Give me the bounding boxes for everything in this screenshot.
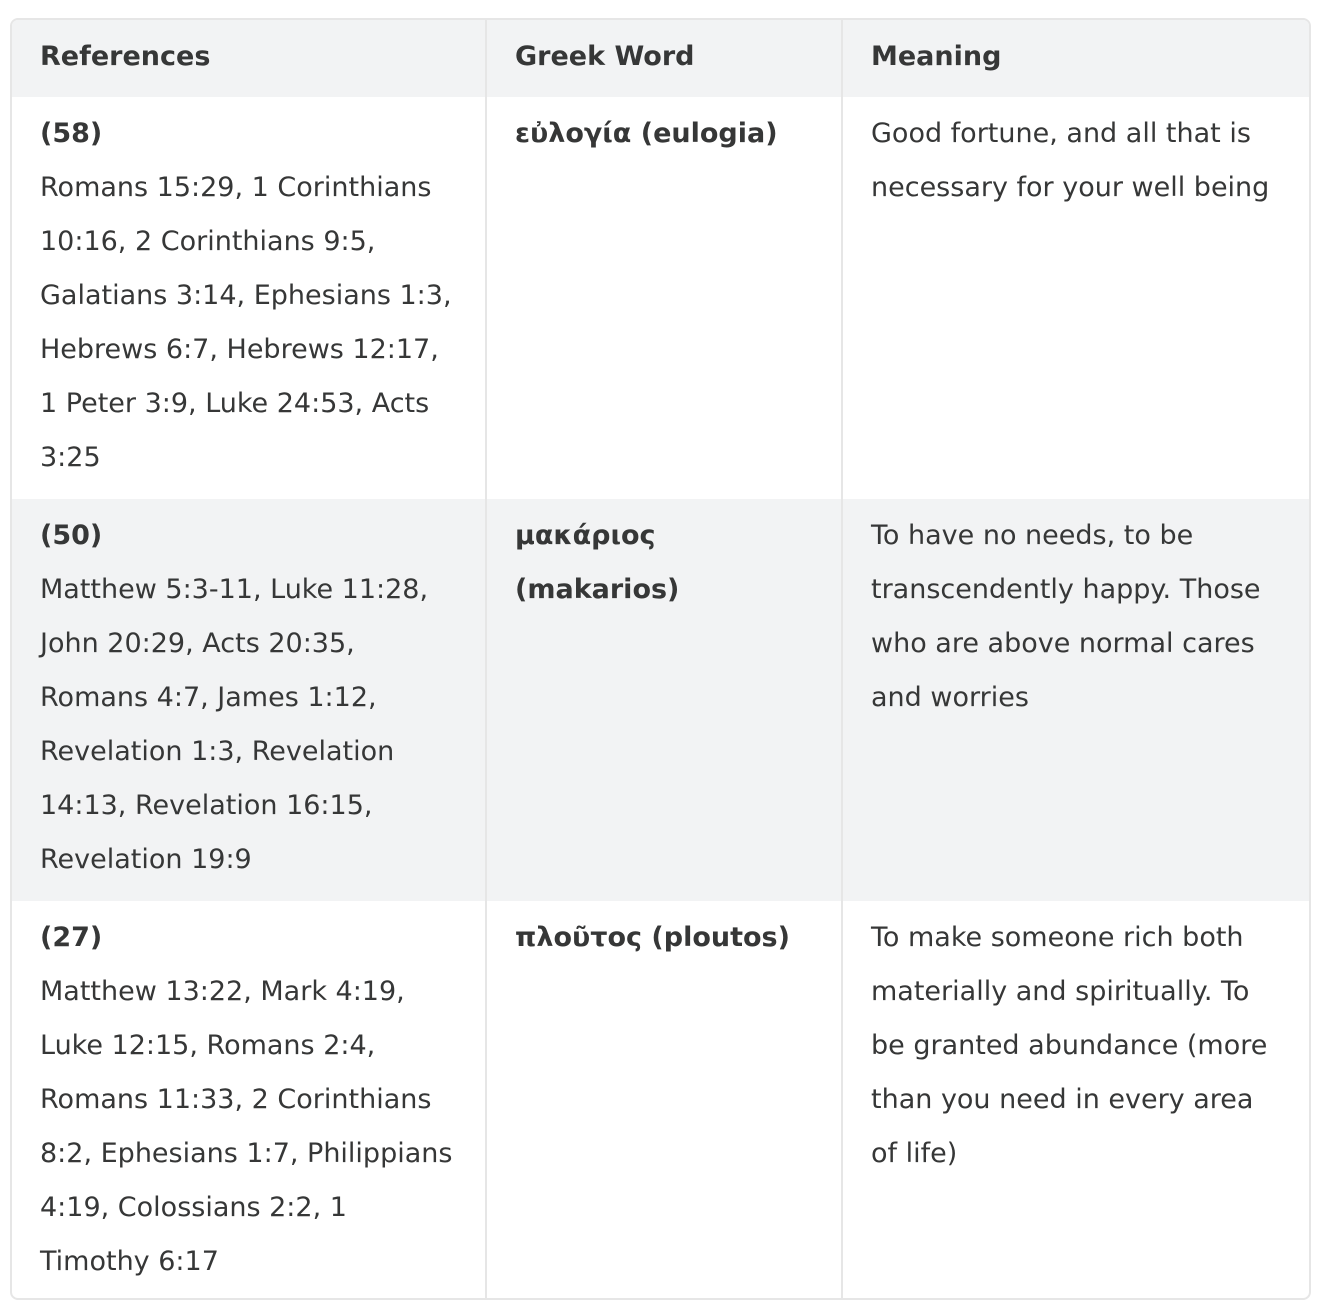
header-references: References: [12, 20, 486, 97]
reference-list: Matthew 5:3-11, Luke 11:28, John 20:29, Acts 20:35, Romans 4:7, James 1:12, Revelation 1:3, Revelation 14:13, Revelation 16:15, Revelation 19:9: [40, 574, 429, 875]
meaning-cell: [842, 97, 1311, 499]
table-header: [12, 20, 1311, 97]
meaning-text: Good fortune, and all that is necessary for your well being: [871, 118, 1270, 203]
header-greek-word: Greek Word: [486, 20, 842, 97]
references-cell: [12, 901, 486, 1300]
reference-list: Romans 15:29, 1 Corinthians 10:16, 2 Corinthians 9:5, Galatians 3:14, Ephesians 1:3, Hebrews 6:7, Hebrews 12:17, 1 Peter 3:9, Luke 24:53, Acts 3:25: [40, 172, 452, 473]
meaning-text: To have no needs, to be transcendently happy. Those who are above normal cares and worries: [871, 520, 1261, 713]
reference-count: (58): [40, 118, 103, 149]
greek-word-cell: [486, 901, 842, 1300]
references-cell: [12, 499, 486, 901]
table: [12, 20, 1311, 1300]
table-row: [12, 97, 1311, 499]
greek-words-table: [10, 18, 1311, 1300]
greek-word: μακάριος (makarios): [515, 520, 680, 605]
references-cell: [12, 97, 486, 499]
reference-list: Matthew 13:22, Mark 4:19, Luke 12:15, Romans 2:4, Romans 11:33, 2 Corinthians 8:2, Ephesians 1:7, Philippians 4:19, Colossians 2:2, 1 Timothy 6:17: [40, 976, 453, 1277]
meaning-text: To make someone rich both materially and spiritually. To be granted abundance (more than you need in every area of life): [871, 922, 1268, 1169]
greek-word-cell: [486, 97, 842, 499]
reference-count: (50): [40, 520, 103, 551]
table-body: [12, 97, 1311, 1300]
meaning-cell: [842, 901, 1311, 1300]
header-row: [12, 20, 1311, 97]
greek-word: πλοῦτος (ploutos): [515, 922, 790, 953]
meaning-cell: [842, 499, 1311, 901]
reference-count: (27): [40, 922, 103, 953]
header-meaning: Meaning: [871, 41, 1002, 72]
greek-word-cell: [486, 499, 842, 901]
table-row: [12, 901, 1311, 1300]
greek-word: εὐλογία (eulogia): [515, 118, 778, 149]
table-row: [12, 499, 1311, 901]
